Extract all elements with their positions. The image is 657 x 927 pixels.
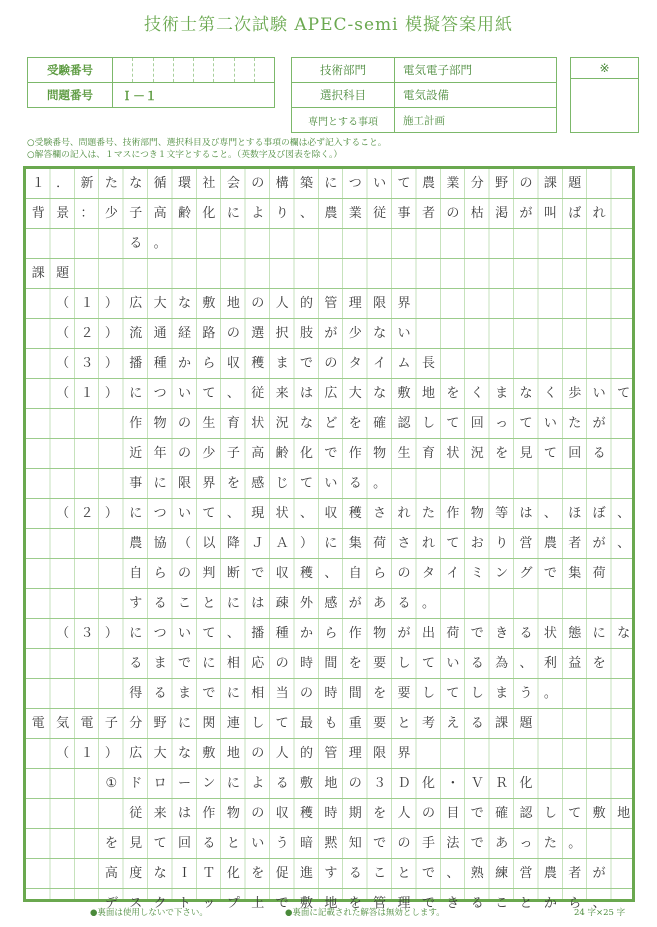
page-title: 技術士第二次試験 APEC-semi 模擬答案用紙	[143, 15, 514, 35]
answer-line: 近 年 の 少 子 高 齢 化 で 作 物 生 育 状 況 を 見 て 回 る	[129, 446, 606, 461]
instruction-line: ○解答欄の記入は、１マスにつき１文字とすること。（英数字及び図表を除く。）	[27, 150, 343, 160]
elective-subject-label: 選択科目	[292, 83, 395, 108]
answer-line: （ １ ） に つ い て 、 従 来 は 広 大 な 敷 地 を く ま な く 歩 い て	[56, 386, 631, 401]
answer-line: 得 る ま で に 相 当 の 時 間 を 要 し て し ま う 。	[129, 686, 557, 701]
footer-note-back-unused: ●裏面は使用しないで下さい。	[90, 908, 208, 918]
answer-line: 農 協 （ 以 降 Ｊ Ａ ） に 集 荷 さ れ て お り 営 農 者 が 、	[129, 536, 631, 551]
answer-line: デ ス ク ト ッ プ 上 で 敷 地 を 管 理 で き る こ と か ら 、	[104, 896, 606, 911]
footer-grid-size: 24 字×25 字	[574, 908, 626, 918]
answer-line: 自 ら の 判 断 で 収 穫 、 自 ら の タ イ ミ ン グ で 集 荷	[129, 566, 606, 581]
technical-division-label: 技術部門	[292, 58, 395, 83]
grading-box	[570, 57, 639, 133]
answer-line: ① ド ロ ー ン に よ る 敷 地 の ３ Ｄ 化 ・ Ｖ Ｒ 化	[105, 776, 533, 791]
answer-line: 作 物 の 生 育 状 況 な ど を 確 認 し て 回 っ て い た が	[129, 416, 606, 431]
specialty-value[interactable]: 施工計画	[395, 108, 557, 133]
answer-line: （ １ ） 広 大 な 敷 地 の 人 的 管 理 限 界	[56, 746, 411, 761]
answer-line: １ ． 新 た な 循 環 社 会 の 構 築 に つ い て 農 業 分 野 の 課 題	[31, 176, 582, 191]
question-number-value[interactable]: Ｉ－１	[113, 83, 275, 108]
candidate-info-table	[27, 57, 275, 108]
answer-line: 高 度 な Ｉ Ｔ 化 を 促 進 す る こ と で 、 熟 練 営 農 者 が	[104, 866, 606, 881]
answer-line: （ ３ ） に つ い て 、 播 種 か ら 作 物 が 出 荷 で き る 状 態 に な	[56, 626, 631, 641]
answer-line: （ ２ ） 流 通 経 路 の 選 択 肢 が 少 な い	[56, 326, 411, 341]
specialty-label: 専門とする事項	[292, 108, 395, 133]
exam-number-field[interactable]	[113, 58, 275, 83]
answer-line: を 見 て 回 る と い う 暗 黙 知 で の 手 法 で あ っ た 。	[104, 836, 582, 851]
answer-line: 課 題	[31, 266, 70, 281]
answer-line: る ま で に 相 応 の 時 間 を 要 し て い る 為 、 利 益 を	[129, 656, 606, 671]
elective-subject-value[interactable]: 電気設備	[395, 83, 557, 108]
answer-line: る 。	[129, 236, 167, 251]
answer-line: 事 に 限 界 を 感 じ て い る 。	[129, 476, 387, 491]
answer-grid[interactable]	[23, 166, 635, 911]
technical-division-value[interactable]: 電気電子部門	[395, 58, 557, 83]
answer-line: （ ２ ） に つ い て 、 現 状 、 収 穫 さ れ た 作 物 等 は 、 ほ ぼ 、	[56, 506, 631, 521]
instructions	[27, 137, 387, 161]
answer-line: 電 気 電 子 分 野 に 関 連 し て 最 も 重 要 と 考 え る 課 題	[31, 716, 533, 731]
answer-line: す る こ と に は 疎 外 感 が あ る 。	[129, 596, 435, 611]
grading-mark: ※	[571, 58, 638, 79]
instruction-line: ○受験番号、問題番号、技術部門、選択科目及び専門とする事項の欄は必ず記入すること。	[27, 138, 387, 148]
question-number-label: 問題番号	[28, 83, 113, 108]
answer-line: （ １ ） 広 大 な 敷 地 の 人 的 管 理 限 界	[56, 296, 411, 311]
answer-line: （ ３ ） 播 種 か ら 収 穫 ま で の タ イ ム 長	[56, 356, 435, 371]
footer-note-back-invalid: ●裏面に記載された解答は無効とします。	[285, 908, 445, 918]
answer-line: 従 来 は 作 物 の 収 穫 時 期 を 人 の 目 で 確 認 し て 敷 地	[129, 806, 631, 821]
exam-number-label: 受験番号	[28, 58, 113, 83]
subject-info-table	[291, 57, 557, 133]
answer-line: 背 景 ： 少 子 高 齢 化 に よ り 、 農 業 従 事 者 の 枯 渇 が 叫 ば れ	[31, 206, 606, 221]
